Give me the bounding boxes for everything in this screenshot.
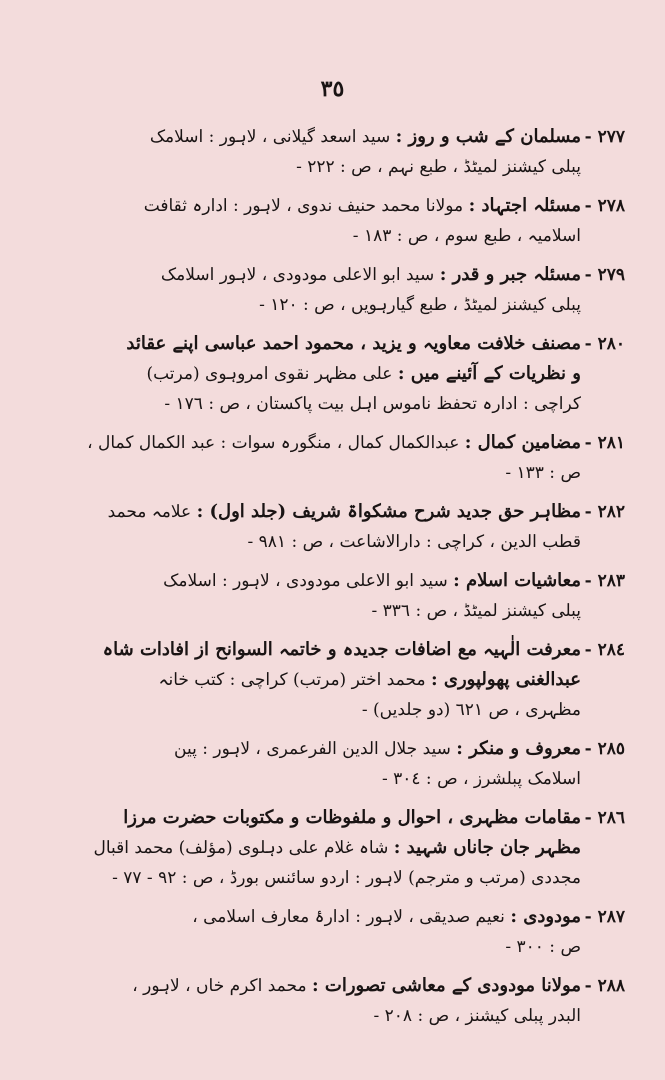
entry-number: ٢٨٧ - [584,907,625,927]
entry-text: کراچی : ادارہ تحفظ ناموس اہل بیت پاکستان ، ص : ١٧٦ - [164,394,581,414]
entry-number: ٢٧٩ - [584,265,625,285]
entry-line [44,803,581,833]
bibliography-entry [44,803,625,893]
entry-line [44,290,581,320]
bibliography-entry [44,635,625,725]
entry-text: سید ابو الاعلی مودودی ، لاہور اسلامک [160,265,440,285]
entry-title: مظاہر حق جدید شرح مشکواۃ شریف (جلد اول) : [196,501,581,522]
entry-title: معروف و منکر : [456,738,581,759]
entry-line [44,152,581,182]
entry-text: پبلی کیشنز لمیٹڈ ، ص : ٣٣٦ - [371,601,581,621]
entry-line [44,596,581,626]
entry-body [44,971,581,1031]
entry-title: معرفت الٰہیہ مع اضافات جدیدہ و خاتمہ السوانح از افادات شاہ [102,639,581,660]
entry-line [44,389,581,419]
entry-line [44,635,581,665]
entry-line [44,497,581,527]
entry-number: ٢٨٥ - [584,739,625,759]
entry-body [44,260,581,320]
entry-text: پبلی کیشنز لمیٹڈ ، طبع نہم ، ص : ٢٢٢ - [296,157,581,177]
entry-line [44,1001,581,1031]
entry-title: معاشیات اسلام : [453,570,581,591]
entry-title: مصنف خلافت معاویہ و یزید ، محمود احمد عباسی اپنے عقائد [126,333,581,354]
entry-line [44,971,581,1001]
entry-title: و نظریات کے آئینے میں : [397,363,581,384]
entry-line [44,932,581,962]
entry-title: عبدالغنی پھولپوری : [430,669,581,690]
entry-line [44,665,581,695]
entry-number: ٢٧٧ - [584,127,625,147]
bibliography-entry [44,260,625,320]
entry-line [44,329,581,359]
entry-number: ٢٨٠ - [584,334,625,354]
bibliography-entry [44,428,625,488]
entry-line [44,902,581,932]
entry-text: قطب الدین ، کراچی : دارالاشاعت ، ص : ٩٨١ - [247,532,581,552]
entry-title: مسلمان کے شب و روز : [395,126,581,147]
entry-line [44,221,581,251]
entry-number: ٢٨٤ - [584,640,625,660]
entry-text: محمد اکرم خاں ، لاہور ، [132,976,312,996]
entry-text: ص : ٣٠٠ - [505,937,581,957]
entry-line [44,833,581,863]
entry-body [44,428,581,488]
entry-body [44,122,581,182]
entry-line [44,734,581,764]
entry-body [44,734,581,794]
bibliography-entry [44,734,625,794]
bibliography-entry [44,902,625,962]
bibliography-entry [44,566,625,626]
entry-text: اسلامیہ ، طبع سوم ، ص : ١٨٣ - [352,226,581,246]
entry-text: علامہ محمد [107,502,197,522]
entry-text: مولانا محمد حنیف ندوی ، لاہور : ادارہ ثقافت [143,196,469,216]
entry-line [44,527,581,557]
entry-number: ٢٨٣ - [584,571,625,591]
entry-title: مودودی : [510,906,581,927]
entry-text: سید اسعد گیلانی ، لاہور : اسلامک [149,127,396,147]
entry-text: اسلامک پبلشرز ، ص : ٣٠٤ - [381,769,581,789]
entry-body [44,902,581,962]
entry-line [44,122,581,152]
entry-line [44,695,581,725]
entry-line [44,566,581,596]
entry-title: مسئلہ اجتہاد : [468,195,581,216]
entry-number: ٢٧٨ - [584,196,625,216]
bibliography-list [44,122,625,1040]
entry-title: مسئلہ جبر و قدر : [439,264,581,285]
entry-text: مجددی (مرتب و مترجم) لاہور : اردو سائنس بورڈ ، ص : ٩٢ - ٧٧ - [112,868,581,888]
entry-title: مقامات مظہری ، احوال و ملفوظات و مکتوبات حضرت مرزا [123,807,581,828]
entry-line [44,260,581,290]
page-number: ٣٥ [320,76,345,102]
entry-body [44,803,581,893]
entry-text: نعیم صدیقی ، لاہور : ادارۂ معارف اسلامی ، [192,907,511,927]
entry-body [44,566,581,626]
entry-text: سید ابو الاعلی مودودی ، لاہور : اسلامک [163,571,454,591]
bibliography-entry [44,497,625,557]
entry-body [44,191,581,251]
entry-line [44,359,581,389]
entry-text: البدر پبلی کیشنز ، ص : ٢٠٨ - [373,1006,581,1026]
entry-body [44,497,581,557]
entry-title: مظہر جان جاناں شہید : [393,837,581,858]
entry-body [44,635,581,725]
entry-text: علی مظہر نقوی امروہوی (مرتب) [146,364,398,384]
entry-number: ٢٨٢ - [584,502,625,522]
entry-title: مولانا مودودی کے معاشی تصورات : [312,975,581,996]
entry-text: پبلی کیشنز لمیٹڈ ، طبع گیارہویں ، ص : ١٢٠ - [259,295,581,315]
entry-text: مظہری ، ص ٦٢١ (دو جلدیں) - [361,700,581,720]
entry-line [44,458,581,488]
bibliography-entry [44,329,625,419]
entry-line [44,428,581,458]
entry-number: ٢٨٨ - [584,976,625,996]
entry-text: محمد اختر (مرتب) کراچی : کتب خانہ [158,670,431,690]
entry-body [44,329,581,419]
entry-title: مضامین کمال : [464,432,581,453]
entry-line [44,764,581,794]
entry-text: ص : ١٣٣ - [505,463,581,483]
bibliography-entry [44,122,625,182]
bibliography-entry [44,191,625,251]
bibliography-entry [44,971,625,1031]
entry-number: ٢٨١ - [584,433,625,453]
entry-text: شاہ غلام علی دہلوی (مؤلف) محمد اقبال [93,838,394,858]
entry-number: ٢٨٦ - [584,808,625,828]
entry-text: عبدالکمال کمال ، منگورہ سوات : عبد الکمال کمال ، [87,433,465,453]
entry-text: سید جلال الدین الفرعمری ، لاہور : پین [174,739,457,759]
entry-line [44,863,581,893]
entry-line [44,191,581,221]
